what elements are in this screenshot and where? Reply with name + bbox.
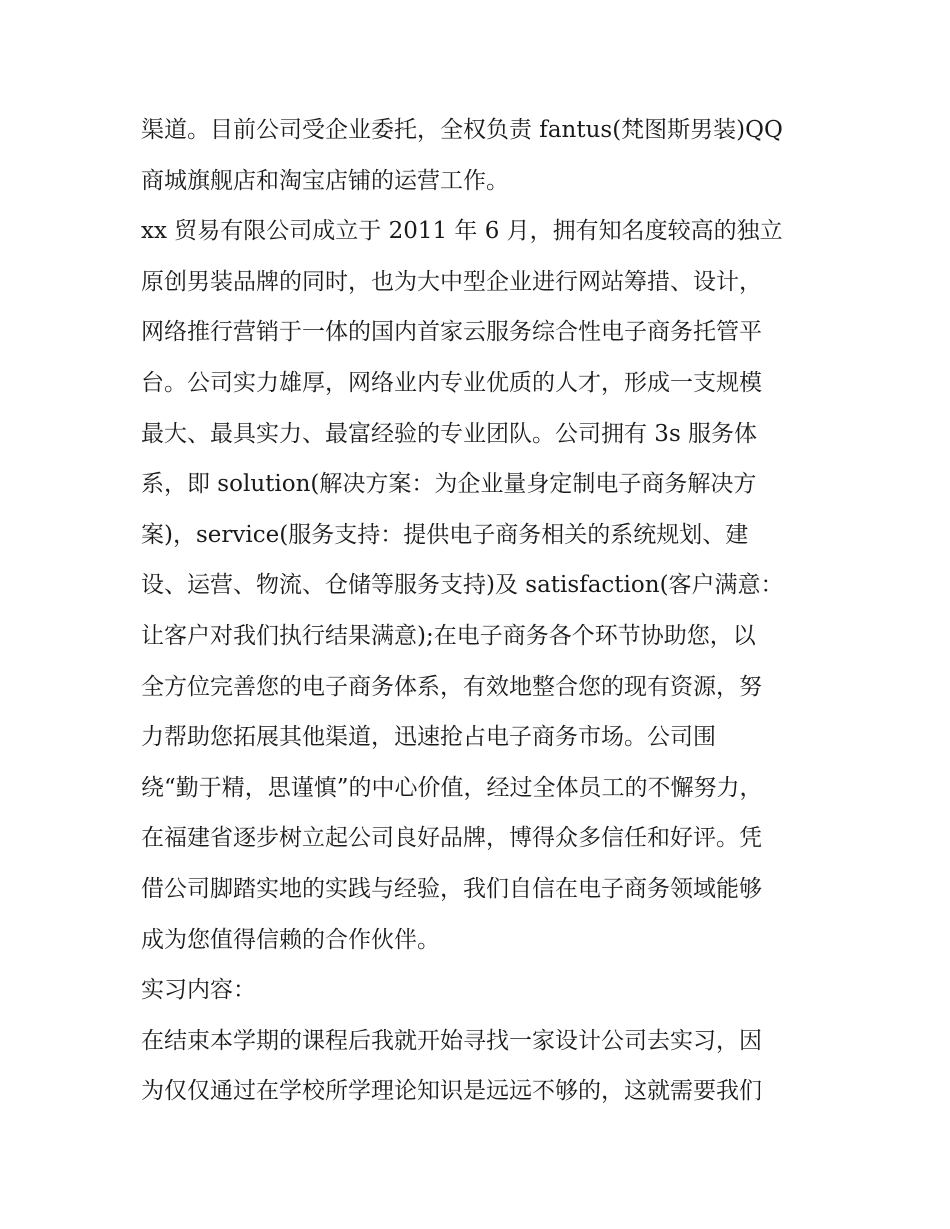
text-line: 渠道。目前公司受企业委托，全权负责 fantus(梵图斯男装)QQ [141, 117, 783, 143]
text-line: 力帮助您拓展其他渠道，迅速抢占电子商务市场。公司围 [141, 724, 716, 751]
text-line: 绕“勤于精，思谨慎”的中心价值，经过全体员工的不懈努力， [141, 774, 763, 801]
text-line: 设、运营、物流、仓储等服务支持)及 satisfaction(客户满意： [141, 572, 784, 599]
text-line: 商城旗舰店和淘宝店铺的运营工作。 [141, 167, 509, 194]
text-line: 原创男装品牌的同时，也为大中型企业进行网站筹措、设计， [141, 268, 762, 295]
text-line: 案)，service(服务支持：提供电子商务相关的系统规划、建 [141, 521, 749, 548]
section-heading: 实习内容： [141, 977, 256, 1004]
text-line: 借公司脚踏实地的实践与经验，我们自信在电子商务领域能够 [141, 875, 762, 902]
body-text [141, 105, 821, 1117]
text-line: 让客户对我们执行结果满意);在电子商务各个环节协助您，以 [141, 622, 756, 649]
text-line: 成为您值得信赖的合作伙伴。 [141, 926, 440, 953]
text-line: xx 贸易有限公司成立于 2011 年 6 月，拥有知名度较高的独立 [141, 218, 783, 245]
text-line: 在结束本学期的课程后我就开始寻找一家设计公司去实习，因 [141, 1027, 762, 1054]
text-line: 台。公司实力雄厚，网络业内专业优质的人才，形成一支规模 [141, 369, 762, 396]
text-line: 最大、最具实力、最富经验的专业团队。公司拥有 3s 服务体 [141, 420, 758, 447]
text-line: 系，即 solution(解决方案：为企业量身定制电子商务解决方 [141, 471, 757, 498]
text-line: 全方位完善您的电子商务体系，有效地整合您的现有资源，努 [141, 673, 762, 700]
text-line: 在福建省逐步树立起公司良好品牌，博得众多信任和好评。凭 [141, 825, 762, 852]
text-line: 网络推行营销于一体的国内首家云服务综合性电子商务托管平 [141, 319, 762, 346]
text-line: 为仅仅通过在学校所学理论知识是远远不够的，这就需要我们 [141, 1078, 762, 1105]
